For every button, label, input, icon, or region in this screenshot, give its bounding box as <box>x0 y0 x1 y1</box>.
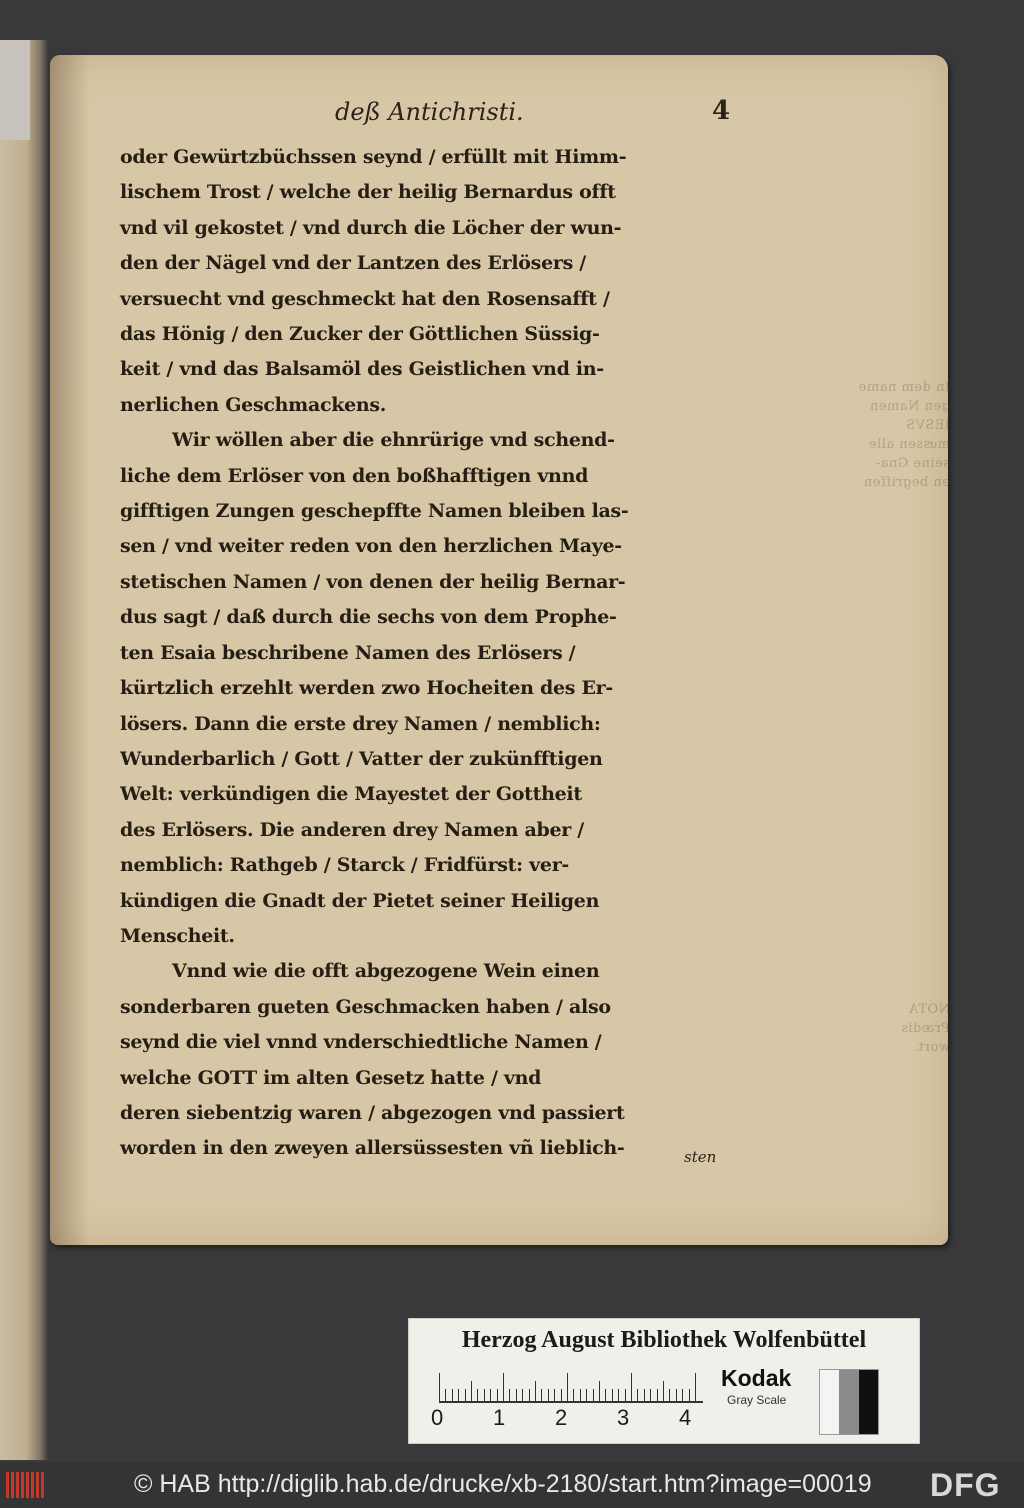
catchword: sten <box>684 1148 717 1166</box>
ruler-tick <box>599 1381 600 1401</box>
body-text <box>120 140 740 1167</box>
ruler-label: 0 <box>431 1405 444 1430</box>
ruler-tick <box>612 1389 613 1401</box>
text-line: seynd die viel vnnd vnderschiedtliche Namen / <box>120 1031 602 1054</box>
ruler-tick <box>465 1389 466 1401</box>
text-line: kürtzlich erzehlt werden zwo Hocheiten des Er- <box>120 677 613 700</box>
ruler-label: 2 <box>555 1405 568 1430</box>
ruler-tick <box>682 1389 683 1401</box>
dfg-logo: DFG <box>930 1467 1001 1503</box>
text-line: worden in den zweyen allersüssesten vñ lieblich- <box>120 1137 625 1160</box>
color-calibration-card <box>408 1318 920 1444</box>
kodak-logo: Kodak <box>721 1365 792 1391</box>
text-line: Wunderbarlich / Gott / Vatter der zukünfftigen <box>120 747 603 770</box>
ruler-tick <box>618 1389 619 1401</box>
bleed-through-note <box>735 378 950 492</box>
ruler-tick <box>644 1389 645 1401</box>
ruler-tick <box>497 1389 498 1401</box>
gray-step <box>859 1370 878 1434</box>
text-line: lischem Trost / welche der heilig Bernardus offt <box>120 181 616 204</box>
ruler-tick <box>561 1389 562 1401</box>
text-line: nemblich: Rathgeb / Starck / Fridfürst: ver- <box>120 854 570 877</box>
ruler-tick <box>586 1389 587 1401</box>
ruler-tick <box>529 1389 530 1401</box>
ruler-label: 1 <box>493 1405 506 1430</box>
text-line: lösers. Dann die erste drey Namen / nemblich: <box>120 712 601 735</box>
text-line: gifftigen Zungen geschepffte Namen bleiben las- <box>120 500 629 523</box>
ruler-tick <box>541 1389 542 1401</box>
library-name: Herzog August Bibliothek Wolfenbüttel <box>461 1327 867 1353</box>
text-line: dus sagt / daß durch die sechs von dem Prophe- <box>120 606 617 629</box>
ruler-tick <box>522 1389 523 1401</box>
text-line: Menscheit. <box>120 924 235 947</box>
bleed-through-line: seine Gna- <box>875 456 950 471</box>
ruler-labels <box>431 1405 721 1433</box>
bleed-through-line: IESVS <box>905 418 950 433</box>
ruler-tick <box>631 1373 632 1401</box>
ruler-tick <box>605 1389 606 1401</box>
text-line: welche GOTT im alten Gesetz hatte / vnd <box>120 1066 542 1089</box>
text-line: stetischen Namen / von denen der heilig Bernar- <box>120 570 626 593</box>
ruler-tick <box>650 1389 651 1401</box>
ruler-tick <box>509 1389 510 1401</box>
ruler-tick <box>458 1389 459 1401</box>
ruler-tick <box>567 1373 568 1401</box>
ruler-tick <box>490 1389 491 1401</box>
bleed-through-line: In dem name <box>858 380 950 395</box>
ruler-label: 3 <box>617 1405 630 1430</box>
text-line: liche dem Erlöser von den boßhafftigen vnnd <box>120 464 589 487</box>
gray-scale-swatch <box>819 1369 879 1435</box>
ruler-tick <box>695 1373 696 1401</box>
text-line: das Hönig / den Zucker der Göttlichen Süssig- <box>120 323 600 346</box>
text-line: deren siebentzig waren / abgezogen vnd passiert <box>120 1101 625 1124</box>
ruler-tick <box>593 1389 594 1401</box>
text-line: kündigen die Gnadt der Pietet seiner Heiligen <box>120 889 600 912</box>
bleed-through-line: muͤssen alle <box>868 437 950 452</box>
ruler-tick <box>637 1389 638 1401</box>
text-line: Welt: verkündigen die Mayestet der Gottheit <box>120 783 582 806</box>
footer-bar <box>0 1462 1024 1508</box>
ruler-tick <box>554 1389 555 1401</box>
ruler-tick <box>452 1389 453 1401</box>
text-line: Vnnd wie die offt abgezogene Wein einen <box>172 960 600 983</box>
ruler-tick <box>663 1381 664 1401</box>
bleed-through-line: gen Namen <box>869 399 950 414</box>
ruler-tick <box>439 1373 440 1401</box>
ruler-tick <box>548 1389 549 1401</box>
text-line: Wir wöllen aber die ehnrürige vnd schend- <box>172 429 615 452</box>
text-line: sen / vnd weiter reden von den herzlichen Maye- <box>120 535 622 558</box>
gray-step <box>839 1370 858 1434</box>
hab-logo-icon <box>6 1472 46 1498</box>
ruler-tick <box>573 1389 574 1401</box>
text-line: den der Nägel vnd der Lantzen des Erlösers / <box>120 252 586 275</box>
text-line: des Erlösers. Die anderen drey Namen aber / <box>120 818 584 841</box>
text-line: keit / vnd das Balsamöl des Geistlichen vnd in- <box>120 358 604 381</box>
text-line: oder Gewürtzbüchssen seynd / erfüllt mit Himm- <box>120 146 627 168</box>
previous-page-edge <box>0 40 48 1460</box>
ruler-tick <box>580 1389 581 1401</box>
ruler-tick <box>625 1389 626 1401</box>
ruler-tick <box>676 1389 677 1401</box>
gray-step <box>820 1370 839 1434</box>
bleed-through-line: Prædis <box>900 1021 950 1036</box>
ruler-tick <box>445 1389 446 1401</box>
gray-scale-label: Gray Scale <box>727 1393 787 1407</box>
ruler-tick <box>669 1389 670 1401</box>
page-number: 4 <box>712 96 731 126</box>
text-line: sonderbaren gueten Geschmacken haben / also <box>120 995 611 1018</box>
bleed-through-line: NOTA <box>908 1002 950 1017</box>
ruler-tick <box>535 1381 536 1401</box>
ruler-label: 4 <box>679 1405 692 1430</box>
bleed-through-note <box>735 1000 950 1057</box>
text-line: versuecht vnd geschmeckt hat den Rosensafft / <box>120 287 610 310</box>
ruler-tick <box>484 1389 485 1401</box>
ruler-tick <box>477 1389 478 1401</box>
ruler-tick <box>471 1381 472 1401</box>
bleed-through-line: wort. <box>912 1040 950 1055</box>
ruler-tick <box>689 1389 690 1401</box>
text-line: ten Esaia beschribene Namen des Erlösers / <box>120 641 576 664</box>
running-head: deß Antichristi. <box>335 98 524 126</box>
text-line: nerlichen Geschmackens. <box>120 393 387 416</box>
page-gutter-shadow <box>50 55 90 1245</box>
text-line: vnd vil gekostet / vnd durch die Löcher der wun- <box>120 216 622 239</box>
ruler-tick <box>516 1389 517 1401</box>
ruler-tick <box>503 1373 504 1401</box>
bleed-through-line: en begriffen <box>863 475 950 490</box>
previous-page-corner <box>0 40 30 140</box>
scale-ruler <box>439 1371 703 1403</box>
copyright-link[interactable]: © HAB http://diglib.hab.de/drucke/xb-2180/start.htm?image=00019 <box>134 1470 872 1498</box>
ruler-tick <box>657 1389 658 1401</box>
